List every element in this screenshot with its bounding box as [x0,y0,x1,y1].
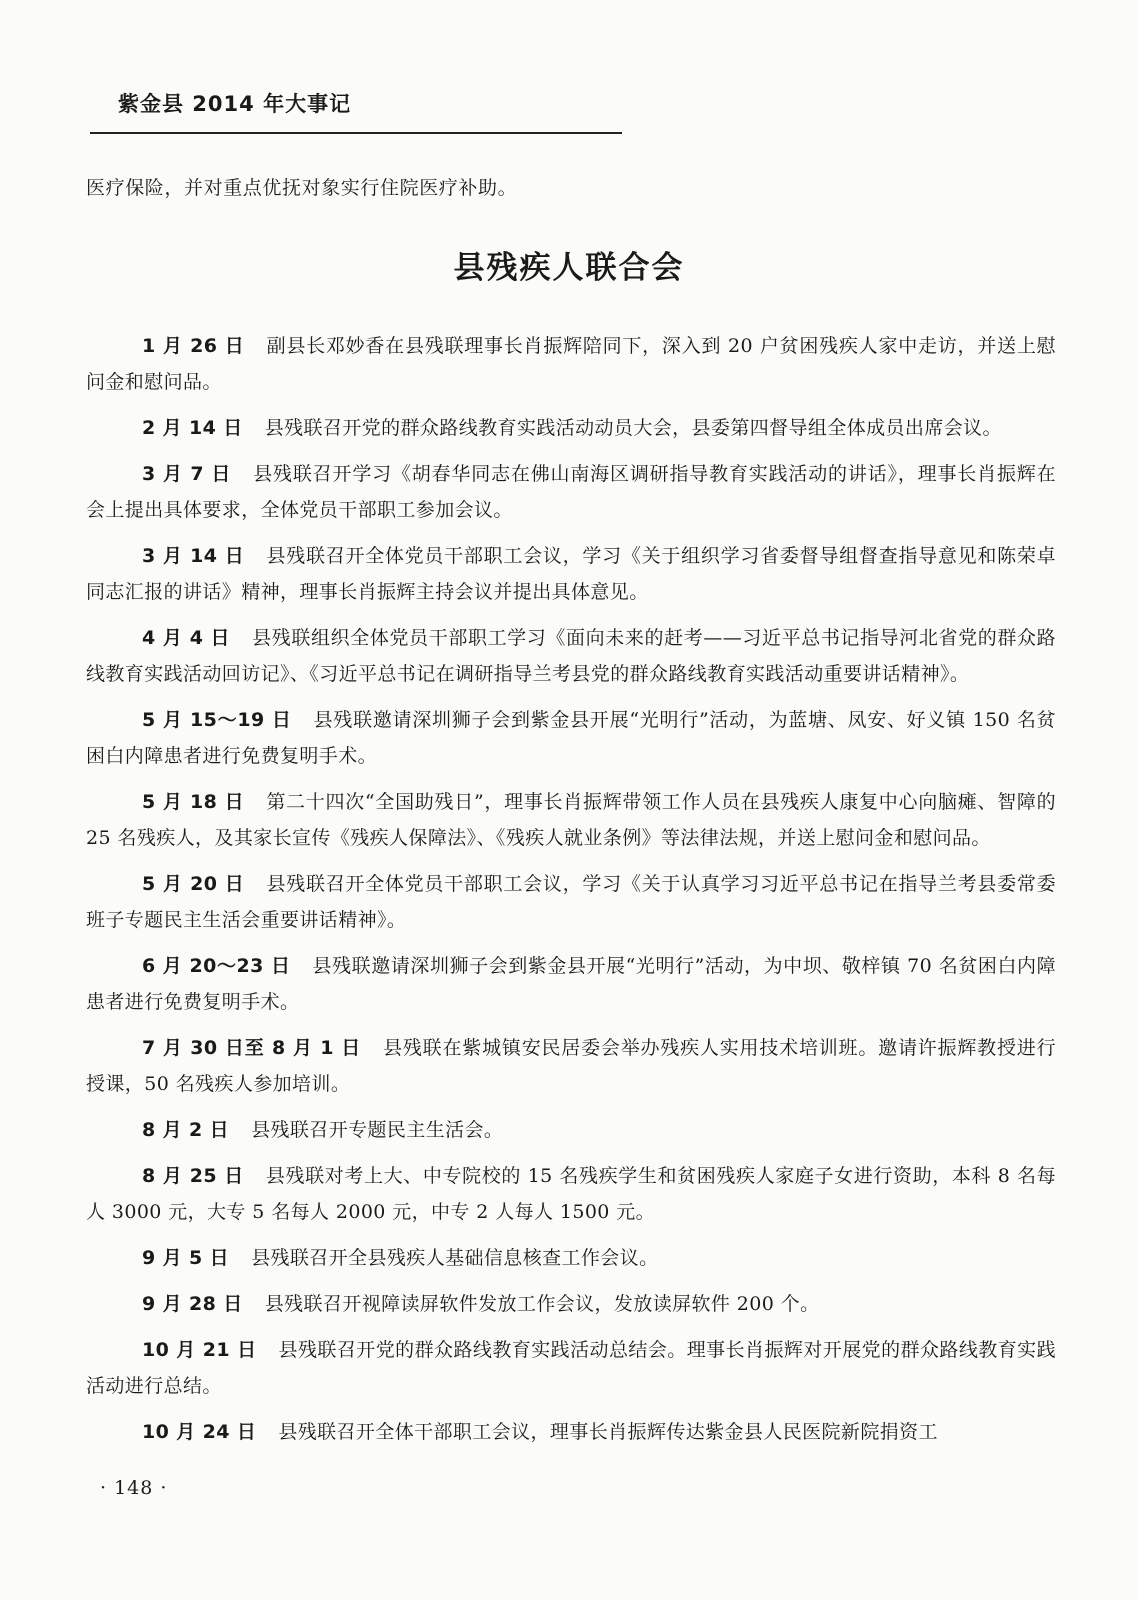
entry-text: 县残联召开全体党员干部职工会议，学习《关于组织学习省委督导组督查指导意见和陈荣卓同志汇报的讲话》精神，理事长肖振辉主持会议并提出具体意见。 [86,545,1056,603]
entry-date: 4 月 4 日 [142,627,231,649]
chronicle-entries [86,328,1056,1460]
entry-date: 9 月 5 日 [142,1247,230,1269]
entry-date: 1 月 26 日 [142,335,245,357]
chronicle-entry [86,866,1056,938]
chronicle-entry [86,620,1056,692]
chronicle-entry [86,1332,1056,1404]
entry-text: 县残联在紫城镇安民居委会举办残疾人实用技术培训班。邀请许振辉教授进行授课，50 名残疾人参加培训。 [86,1037,1056,1095]
continuation-text: 医疗保险，并对重点优抚对象实行住院医疗补助。 [86,177,518,199]
chronicle-entry [86,328,1056,400]
chronicle-entry [86,456,1056,528]
chronicle-entry [86,784,1056,856]
entry-date: 10 月 21 日 [142,1339,257,1361]
entry-text: 县残联召开全县残疾人基础信息核查工作会议。 [251,1247,659,1269]
entry-text: 县残联召开全体干部职工会议，理事长肖振辉传达紫金县人民医院新院捐资工 [278,1421,938,1443]
entry-text: 县残联召开党的群众路线教育实践活动总结会。理事长肖振辉对开展党的群众路线教育实践活动进行总结。 [86,1339,1056,1397]
chronicle-entry [86,410,1056,446]
entry-date: 10 月 24 日 [142,1421,257,1443]
entry-date: 8 月 25 日 [142,1165,244,1187]
entry-date: 5 月 20 日 [142,873,245,895]
entry-text: 县残联召开专题民主生活会。 [251,1119,504,1141]
chronicle-entry [86,1240,1056,1276]
entry-date: 3 月 7 日 [142,463,232,485]
entry-text: 第二十四次“全国助残日”，理事长肖振辉带领工作人员在县残疾人康复中心向脑瘫、智障的 25 名残疾人，及其家长宣传《残疾人保障法》、《残疾人就业条例》等法律法规，并送上慰问金和慰问品。 [86,791,1056,849]
chronicle-entry [86,1112,1056,1148]
header-rule [90,132,622,134]
chronicle-entry [86,702,1056,774]
entry-text: 县残联邀请深圳狮子会到紫金县开展“光明行”活动，为中坝、敬梓镇 70 名贫困白内障患者进行免费复明手术。 [86,955,1056,1013]
entry-text: 县残联召开学习《胡春华同志在佛山南海区调研指导教育实践活动的讲话》，理事长肖振辉在会上提出具体要求，全体党员干部职工参加会议。 [86,463,1056,521]
entry-text: 副县长邓妙香在县残联理事长肖振辉陪同下，深入到 20 户贫困残疾人家中走访，并送上慰问金和慰问品。 [86,335,1056,393]
chronicle-entry [86,1286,1056,1322]
section-title: 县残疾人联合会 [453,250,685,286]
entry-text: 县残联邀请深圳狮子会到紫金县开展“光明行”活动，为蓝塘、凤安、好义镇 150 名贫困白内障患者进行免费复明手术。 [86,709,1056,767]
entry-date: 8 月 2 日 [142,1119,230,1141]
entry-date: 6 月 20～23 日 [142,955,291,977]
entry-date: 5 月 18 日 [142,791,245,813]
entry-date: 5 月 15～19 日 [142,709,292,731]
entry-date: 3 月 14 日 [142,545,245,567]
chronicle-entry [86,538,1056,610]
entry-text: 县残联召开全体党员干部职工会议，学习《关于认真学习习近平总书记在指导兰考县委常委班子专题民主生活会重要讲话精神》。 [86,873,1056,931]
entry-text: 县残联召开视障读屏软件发放工作会议，发放读屏软件 200 个。 [264,1293,820,1315]
chronicle-entry [86,1414,1056,1450]
running-header: 紫金县 2014 年大事记 [118,92,352,116]
entry-text: 县残联组织全体党员干部职工学习《面向未来的赶考——习近平总书记指导河北省党的群众路线教育实践活动回访记》、《习近平总书记在调研指导兰考县党的群众路线教育实践活动重要讲话精神》。 [86,627,1056,685]
chronicle-entry [86,1158,1056,1230]
entry-date: 7 月 30 日至 8 月 1 日 [142,1037,362,1059]
page-number: · 148 · [100,1477,168,1499]
entry-date: 9 月 28 日 [142,1293,243,1315]
entry-text: 县残联召开党的群众路线教育实践活动动员大会，县委第四督导组全体成员出席会议。 [264,417,1002,439]
entry-text: 县残联对考上大、中专院校的 15 名残疾学生和贫困残疾人家庭子女进行资助，本科 8 名每人 3000 元，大专 5 名每人 2000 元，中专 2 人每人 1500 元。 [86,1165,1056,1223]
chronicle-entry [86,948,1056,1020]
chronicle-entry [86,1030,1056,1102]
entry-date: 2 月 14 日 [142,417,243,439]
